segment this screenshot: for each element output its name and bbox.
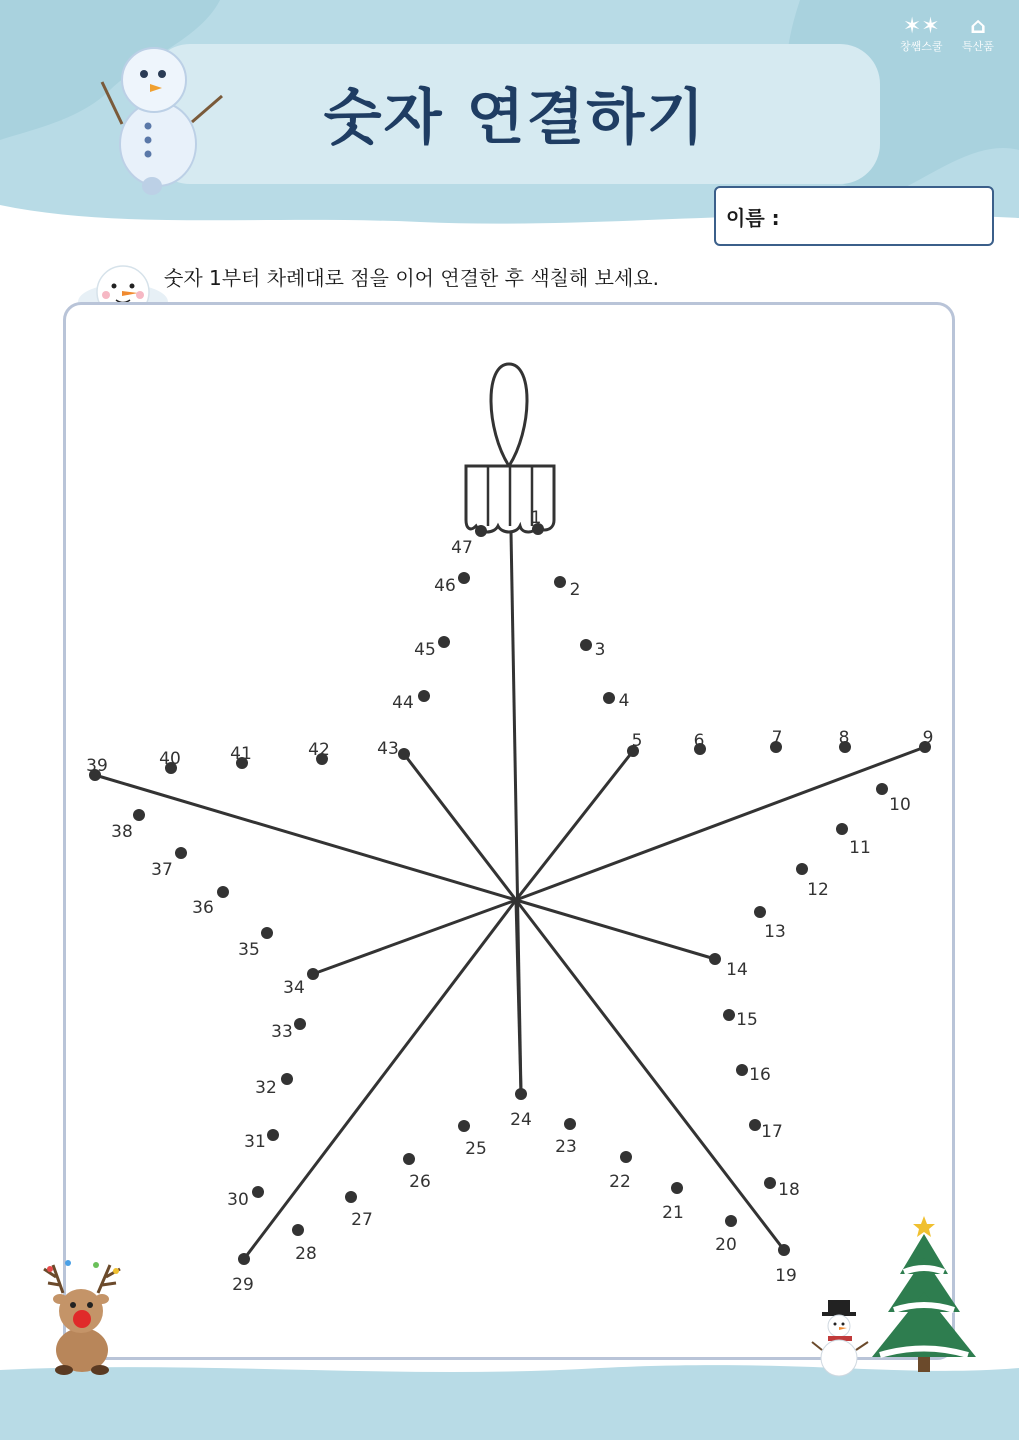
dot-label-44: 44 — [392, 693, 414, 713]
dot-label-27: 27 — [351, 1210, 373, 1230]
dot-label-20: 20 — [715, 1235, 737, 1255]
christmas-tree-icon — [868, 1212, 980, 1374]
dot-46[interactable] — [458, 572, 470, 584]
dot-36[interactable] — [217, 886, 229, 898]
dot-label-39: 39 — [86, 756, 108, 776]
dot-19[interactable] — [778, 1244, 790, 1256]
dot-29[interactable] — [238, 1253, 250, 1265]
dot-44[interactable] — [418, 690, 430, 702]
dot-label-46: 46 — [434, 576, 456, 596]
star-spoke-line — [404, 754, 516, 900]
reindeer-icon — [38, 1255, 128, 1375]
dot-label-10: 10 — [889, 795, 911, 815]
dot-label-21: 21 — [662, 1203, 684, 1223]
dot-label-30: 30 — [227, 1190, 249, 1210]
dot-label-45: 45 — [414, 640, 436, 660]
dot-label-2: 2 — [569, 580, 581, 600]
dot-35[interactable] — [261, 927, 273, 939]
sparkle-logo-icon: ✶✶ — [902, 14, 940, 39]
dot-label-42: 42 — [308, 740, 330, 760]
logo-right: ⌂ 특산품 — [962, 14, 994, 53]
dot-12[interactable] — [796, 863, 808, 875]
dot-label-38: 38 — [111, 822, 133, 842]
name-label: 이름 : — [726, 206, 780, 230]
dot-label-6: 6 — [693, 731, 705, 751]
dot-label-31: 31 — [244, 1132, 266, 1152]
dot-43[interactable] — [398, 748, 410, 760]
dot-label-17: 17 — [761, 1122, 783, 1142]
dot-label-24: 24 — [510, 1110, 532, 1130]
dot-label-13: 13 — [764, 922, 786, 942]
dot-20[interactable] — [725, 1215, 737, 1227]
dot-label-15: 15 — [736, 1010, 758, 1030]
dot-34[interactable] — [307, 968, 319, 980]
dot-label-16: 16 — [749, 1065, 771, 1085]
page-title: 숫자 연결하기 — [323, 83, 707, 153]
tag-logo-icon: ⌂ — [970, 14, 986, 39]
dot-label-5: 5 — [631, 731, 643, 751]
dot-label-47: 47 — [451, 538, 473, 558]
dot-label-40: 40 — [159, 749, 181, 769]
dot-label-43: 43 — [377, 739, 399, 759]
dot-label-7: 7 — [771, 728, 783, 748]
dot-37[interactable] — [175, 847, 187, 859]
dot-label-29: 29 — [232, 1275, 254, 1295]
dot-label-37: 37 — [151, 860, 173, 880]
dot-45[interactable] — [438, 636, 450, 648]
star-spoke-line — [95, 775, 516, 900]
dot-label-18: 18 — [778, 1180, 800, 1200]
dot-33[interactable] — [294, 1018, 306, 1030]
dot-label-34: 34 — [283, 978, 305, 998]
dot-3[interactable] — [580, 639, 592, 651]
dot-14[interactable] — [709, 953, 721, 965]
dot-label-22: 22 — [609, 1172, 631, 1192]
dot-2[interactable] — [554, 576, 566, 588]
dot-label-26: 26 — [409, 1172, 431, 1192]
dot-13[interactable] — [754, 906, 766, 918]
small-snowman-icon — [810, 1296, 870, 1380]
dot-label-3: 3 — [594, 640, 606, 660]
dot-label-19: 19 — [775, 1266, 797, 1286]
dot-label-8: 8 — [838, 728, 850, 748]
dot-label-14: 14 — [726, 960, 748, 980]
dot-30[interactable] — [252, 1186, 264, 1198]
dot-label-41: 41 — [230, 744, 252, 764]
dot-24[interactable] — [515, 1088, 527, 1100]
dot-11[interactable] — [836, 823, 848, 835]
dot-21[interactable] — [671, 1182, 683, 1194]
dot-label-23: 23 — [555, 1137, 577, 1157]
dot-32[interactable] — [281, 1073, 293, 1085]
star-spoke-line — [313, 900, 516, 974]
dot-15[interactable] — [723, 1009, 735, 1021]
hanger-loop — [491, 364, 527, 466]
dot-25[interactable] — [458, 1120, 470, 1132]
dot-22[interactable] — [620, 1151, 632, 1163]
logo-left: ✶✶ 창쌤스쿨 — [900, 14, 943, 53]
dot-label-1: 1 — [530, 508, 542, 528]
dot-10[interactable] — [876, 783, 888, 795]
star-stem-line — [511, 532, 521, 1094]
dot-label-36: 36 — [192, 898, 214, 918]
dot-label-9: 9 — [922, 728, 934, 748]
dot-31[interactable] — [267, 1129, 279, 1141]
dot-38[interactable] — [133, 809, 145, 821]
dot-label-12: 12 — [807, 880, 829, 900]
dot-27[interactable] — [345, 1191, 357, 1203]
dot-label-32: 32 — [255, 1078, 277, 1098]
dot-label-25: 25 — [465, 1139, 487, 1159]
dot-28[interactable] — [292, 1224, 304, 1236]
dot-47[interactable] — [475, 525, 487, 537]
dot-17[interactable] — [749, 1119, 761, 1131]
dot-26[interactable] — [403, 1153, 415, 1165]
dot-4[interactable] — [603, 692, 615, 704]
dot-18[interactable] — [764, 1177, 776, 1189]
dot-label-33: 33 — [271, 1022, 293, 1042]
star-spoke-line — [516, 900, 715, 959]
dot-label-35: 35 — [238, 940, 260, 960]
instruction-text: 숫자 1부터 차례대로 점을 이어 연결한 후 색칠해 보세요. — [164, 266, 659, 290]
dot-label-4: 4 — [618, 691, 630, 711]
dot-label-11: 11 — [849, 838, 871, 858]
dot-16[interactable] — [736, 1064, 748, 1076]
dot-label-28: 28 — [295, 1244, 317, 1264]
dot-23[interactable] — [564, 1118, 576, 1130]
